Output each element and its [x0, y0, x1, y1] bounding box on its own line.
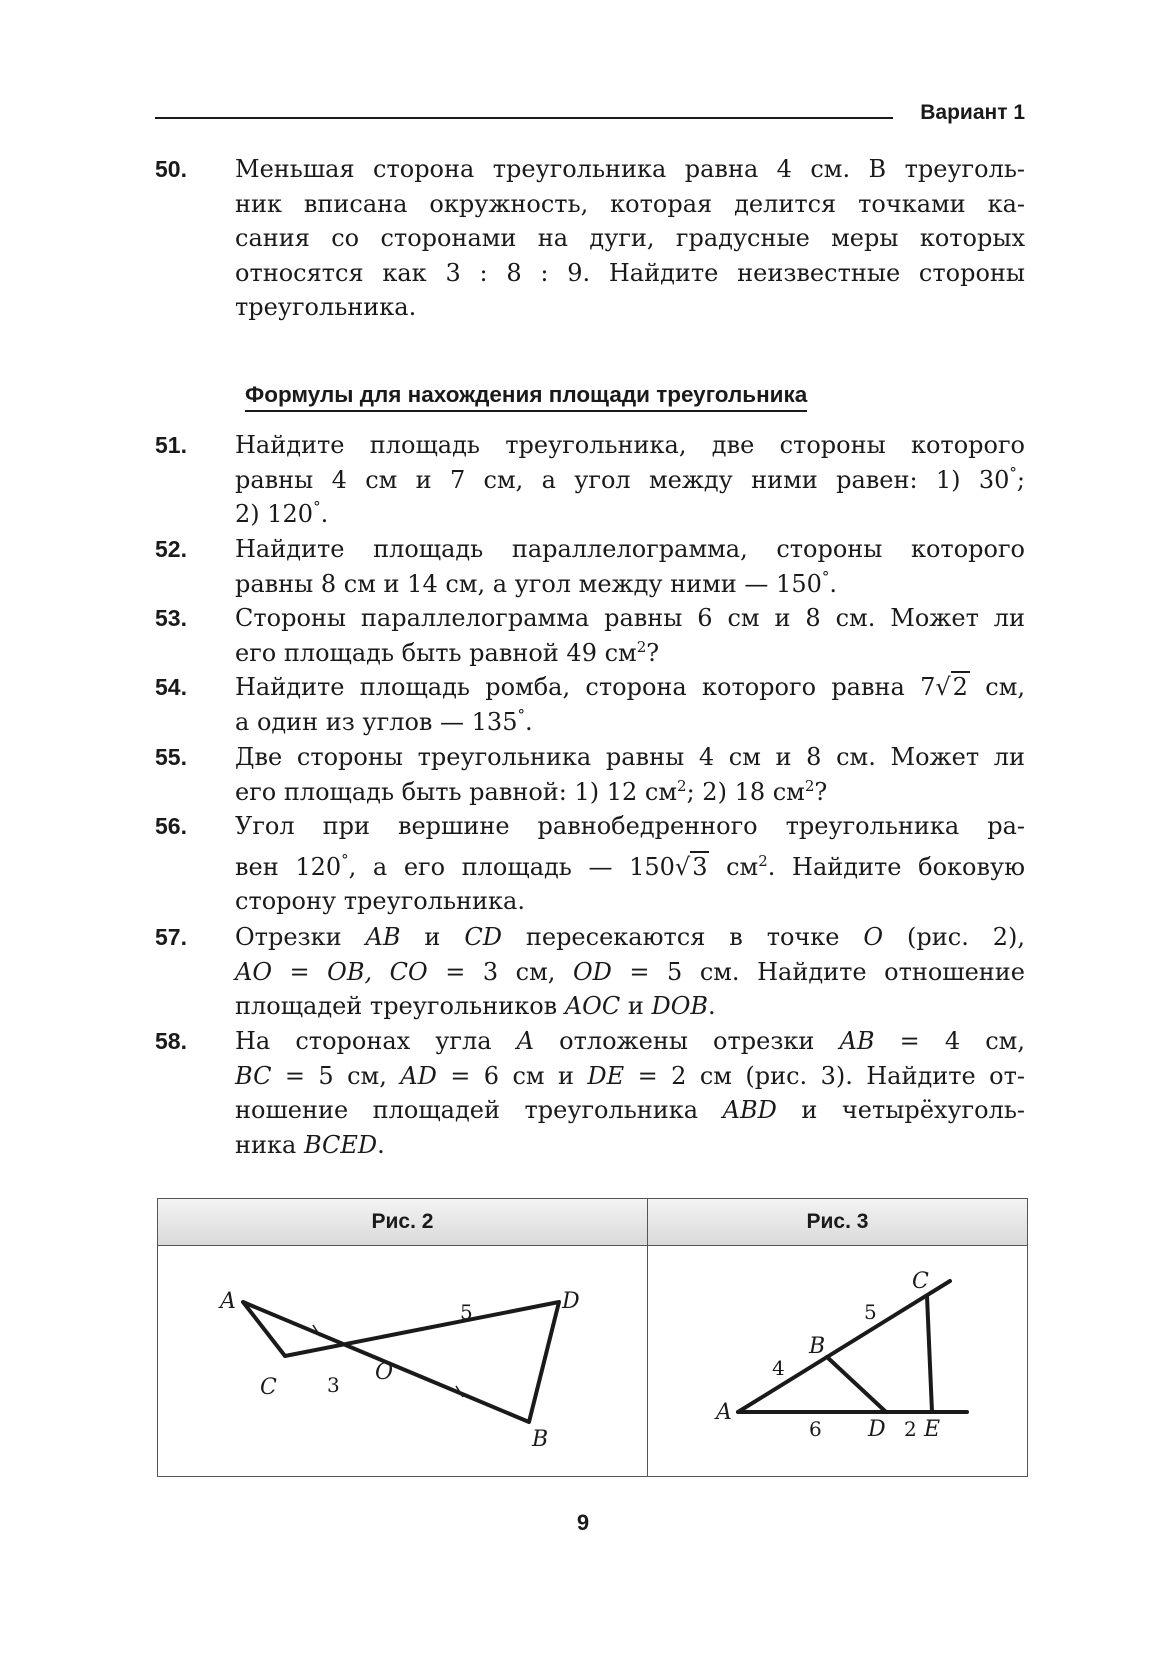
- text-line: [235, 567, 1025, 602]
- problem-text: [235, 670, 1025, 739]
- text-segment: = 6 см и: [436, 1061, 588, 1090]
- text-segment: а один из углов — 135: [235, 707, 518, 736]
- fig3-label-5: 5: [864, 1300, 877, 1324]
- text-line: [235, 955, 1025, 990]
- degree-sign: °: [313, 498, 321, 516]
- fig2-label-5: 5: [460, 1300, 473, 1324]
- fig3-label-4: 4: [772, 1356, 785, 1380]
- text-line: [235, 920, 1025, 955]
- text-line: относятся как 3 : 8 : 9. Найдите неизвестные стороны: [235, 258, 1025, 287]
- text-segment: = 3 см,: [427, 957, 573, 986]
- fig2-title: Рис. 2: [371, 1210, 434, 1233]
- problem-text: [235, 532, 1025, 601]
- text-line: [235, 1024, 1025, 1059]
- text-segment: (рис. 2),: [883, 923, 1026, 951]
- problem-text: [235, 920, 1025, 1024]
- problem-number: 54.: [155, 674, 187, 700]
- text-segment: его площадь быть равной 49 см: [235, 638, 637, 667]
- text-line: Две стороны треугольника равны 4 см и 8 см. Может ли: [235, 743, 1025, 771]
- segment-name: AO = OB, CO: [235, 957, 428, 986]
- problem-text: [235, 152, 1025, 325]
- text-line: [235, 497, 1025, 532]
- text-line: [235, 850, 1025, 885]
- fig2-label-3: 3: [327, 1373, 340, 1397]
- figures-table: [157, 1198, 1028, 1477]
- variant-title: Вариант 1: [920, 101, 1025, 124]
- problem-text: [235, 601, 1025, 670]
- radicand: 2: [952, 673, 968, 701]
- text-segment: .: [708, 992, 716, 1020]
- text-line: сания со сторонами на дуги, градусные меры которых: [235, 224, 1025, 252]
- problem-number: 52.: [155, 536, 187, 562]
- text-segment: ; 2) 18 см: [686, 777, 805, 806]
- text-line: [235, 989, 1025, 1024]
- text-segment: 2) 120: [235, 500, 314, 528]
- fig2-label-c: C: [260, 1375, 277, 1400]
- text-segment: см: [709, 852, 759, 881]
- header-rule: [155, 117, 893, 119]
- segment-name: AD: [400, 1061, 437, 1090]
- text-segment: вен 120: [235, 852, 342, 881]
- text-segment: ?: [646, 638, 660, 667]
- problem-number: 56.: [155, 813, 187, 839]
- text-segment: пересекаются в точке: [501, 923, 864, 951]
- triangle-name: ABD: [722, 1096, 777, 1124]
- text-segment: .: [524, 707, 533, 736]
- fig3-title: Рис. 3: [806, 1210, 869, 1233]
- text-segment: = 5 см. Найдите отношение: [611, 957, 1025, 986]
- fig2-label-d: D: [562, 1289, 580, 1314]
- point-name: O: [863, 923, 884, 951]
- text-segment: и четырёхуголь-: [776, 1096, 1026, 1124]
- text-line: Меньшая сторона треугольника равна 4 см. В треуголь-: [235, 155, 1025, 183]
- segment-name: OD: [572, 957, 612, 986]
- fig2-label-a: A: [220, 1289, 236, 1314]
- text-line: [235, 705, 1025, 740]
- problem-text: [235, 809, 1025, 919]
- text-segment: Отрезки: [235, 923, 366, 951]
- text-line: [235, 636, 1025, 671]
- fig3-label-6: 6: [809, 1417, 822, 1441]
- text-segment: ношение площадей треугольника: [235, 1096, 723, 1124]
- superscript: 2: [804, 776, 815, 795]
- text-line: [235, 775, 1025, 810]
- text-line: ник вписана окружность, которая делится точками ка-: [235, 189, 1025, 218]
- text-line: сторону треугольника.: [235, 887, 525, 915]
- point-name: A: [516, 1027, 535, 1055]
- text-line: [235, 1059, 1025, 1094]
- segment-name: CD: [464, 923, 502, 951]
- problem-number: 55.: [155, 744, 187, 770]
- fig2-diagram: [158, 1246, 647, 1476]
- text-segment: его площадь быть равной: 1) 12 см: [235, 777, 678, 806]
- fig2-label-o: O: [375, 1360, 394, 1385]
- text-line: треугольника.: [235, 293, 417, 321]
- sqrt-sign: √2: [935, 673, 968, 701]
- problem-number: 57.: [155, 924, 187, 950]
- segment-name: AB: [365, 923, 401, 951]
- degree-sign: °: [341, 850, 349, 869]
- text-segment: . Найдите боковую: [767, 852, 1026, 881]
- section-title: Формулы для нахождения площади треугольника: [245, 382, 807, 412]
- page-header: [155, 95, 1025, 135]
- problem-number: 51.: [155, 432, 187, 458]
- text-line: [235, 1128, 1025, 1163]
- text-segment: = 4 см,: [874, 1027, 1025, 1055]
- text-line: [235, 463, 1025, 498]
- triangle-name: DOB: [651, 992, 709, 1020]
- fig3-label-e: E: [924, 1417, 941, 1442]
- fig3-segment-ce: [927, 1296, 932, 1412]
- fig2-label-b: B: [532, 1427, 549, 1452]
- superscript: 2: [758, 851, 768, 870]
- text-segment: .: [829, 569, 838, 598]
- fig3-label-a: A: [716, 1400, 732, 1425]
- text-segment: см,: [969, 673, 1025, 701]
- problem-number: 58.: [155, 1028, 187, 1054]
- superscript: 2: [636, 637, 647, 656]
- degree-sign: °: [821, 567, 830, 586]
- sqrt-sign: √3: [674, 852, 708, 881]
- fig2-outline: [243, 1302, 559, 1422]
- text-line: [235, 1093, 1025, 1128]
- degree-sign: °: [517, 705, 525, 724]
- quadrilateral-name: BCED: [303, 1130, 378, 1159]
- fig3-label-d: D: [868, 1417, 886, 1442]
- text-line: [235, 670, 1025, 705]
- text-segment: , а его площадь — 150: [348, 852, 675, 881]
- radicand: 3: [692, 852, 708, 881]
- fig3-segment-bd: [827, 1357, 886, 1412]
- text-line: Найдите площадь параллелограмма, стороны которого: [235, 535, 1025, 563]
- text-segment: На сторонах угла: [235, 1027, 517, 1055]
- degree-sign: °: [1009, 463, 1017, 482]
- text-segment: .: [377, 1130, 385, 1159]
- triangle-name: AOC: [564, 992, 621, 1020]
- fig3-diagram: [648, 1246, 1027, 1476]
- text-segment: ?: [814, 777, 828, 806]
- segment-name: AB: [839, 1027, 875, 1055]
- text-segment: равны 4 см и 7 см, а угол между ними равен: 1) 30: [235, 465, 1010, 494]
- text-segment: и: [620, 992, 652, 1020]
- text-segment: площадей треугольников: [235, 992, 565, 1020]
- text-segment: = 5 см,: [271, 1061, 401, 1090]
- problem-number: 53.: [155, 605, 187, 631]
- text-segment: равны 8 см и 14 см, а угол между ними — 150: [235, 569, 822, 598]
- problem-text: [235, 740, 1025, 809]
- fig3-label-b: B: [809, 1334, 826, 1359]
- fig3-label-c: C: [912, 1269, 929, 1294]
- superscript: 2: [677, 776, 687, 795]
- figures-table-header: [158, 1199, 1027, 1246]
- problem-text: [235, 1024, 1025, 1162]
- text-segment: Найдите площадь ромба, сторона которого равна 7: [235, 673, 936, 701]
- text-segment: ;: [1016, 465, 1025, 494]
- segment-name: DE: [587, 1061, 625, 1090]
- fig3-label-2: 2: [904, 1417, 917, 1441]
- text-line: Найдите площадь треугольника, две стороны которого: [235, 431, 1025, 459]
- problem-number: 50.: [155, 156, 187, 182]
- segment-name: BC: [235, 1061, 272, 1090]
- text-segment: отложены отрезки: [534, 1027, 840, 1055]
- text-segment: и: [400, 923, 465, 951]
- text-segment: .: [320, 500, 329, 528]
- fig3-ray-ac: [738, 1281, 950, 1412]
- text-segment: = 2 см (рис. 3). Найдите от-: [624, 1061, 1025, 1090]
- text-line: Угол при вершине равнобедренного треугольника ра-: [235, 812, 1025, 840]
- text-line: Стороны параллелограмма равны 6 см и 8 см. Может ли: [235, 604, 1025, 632]
- problem-text: [235, 428, 1025, 532]
- page-number: 9: [576, 1510, 590, 1535]
- text-segment: ника: [235, 1130, 304, 1159]
